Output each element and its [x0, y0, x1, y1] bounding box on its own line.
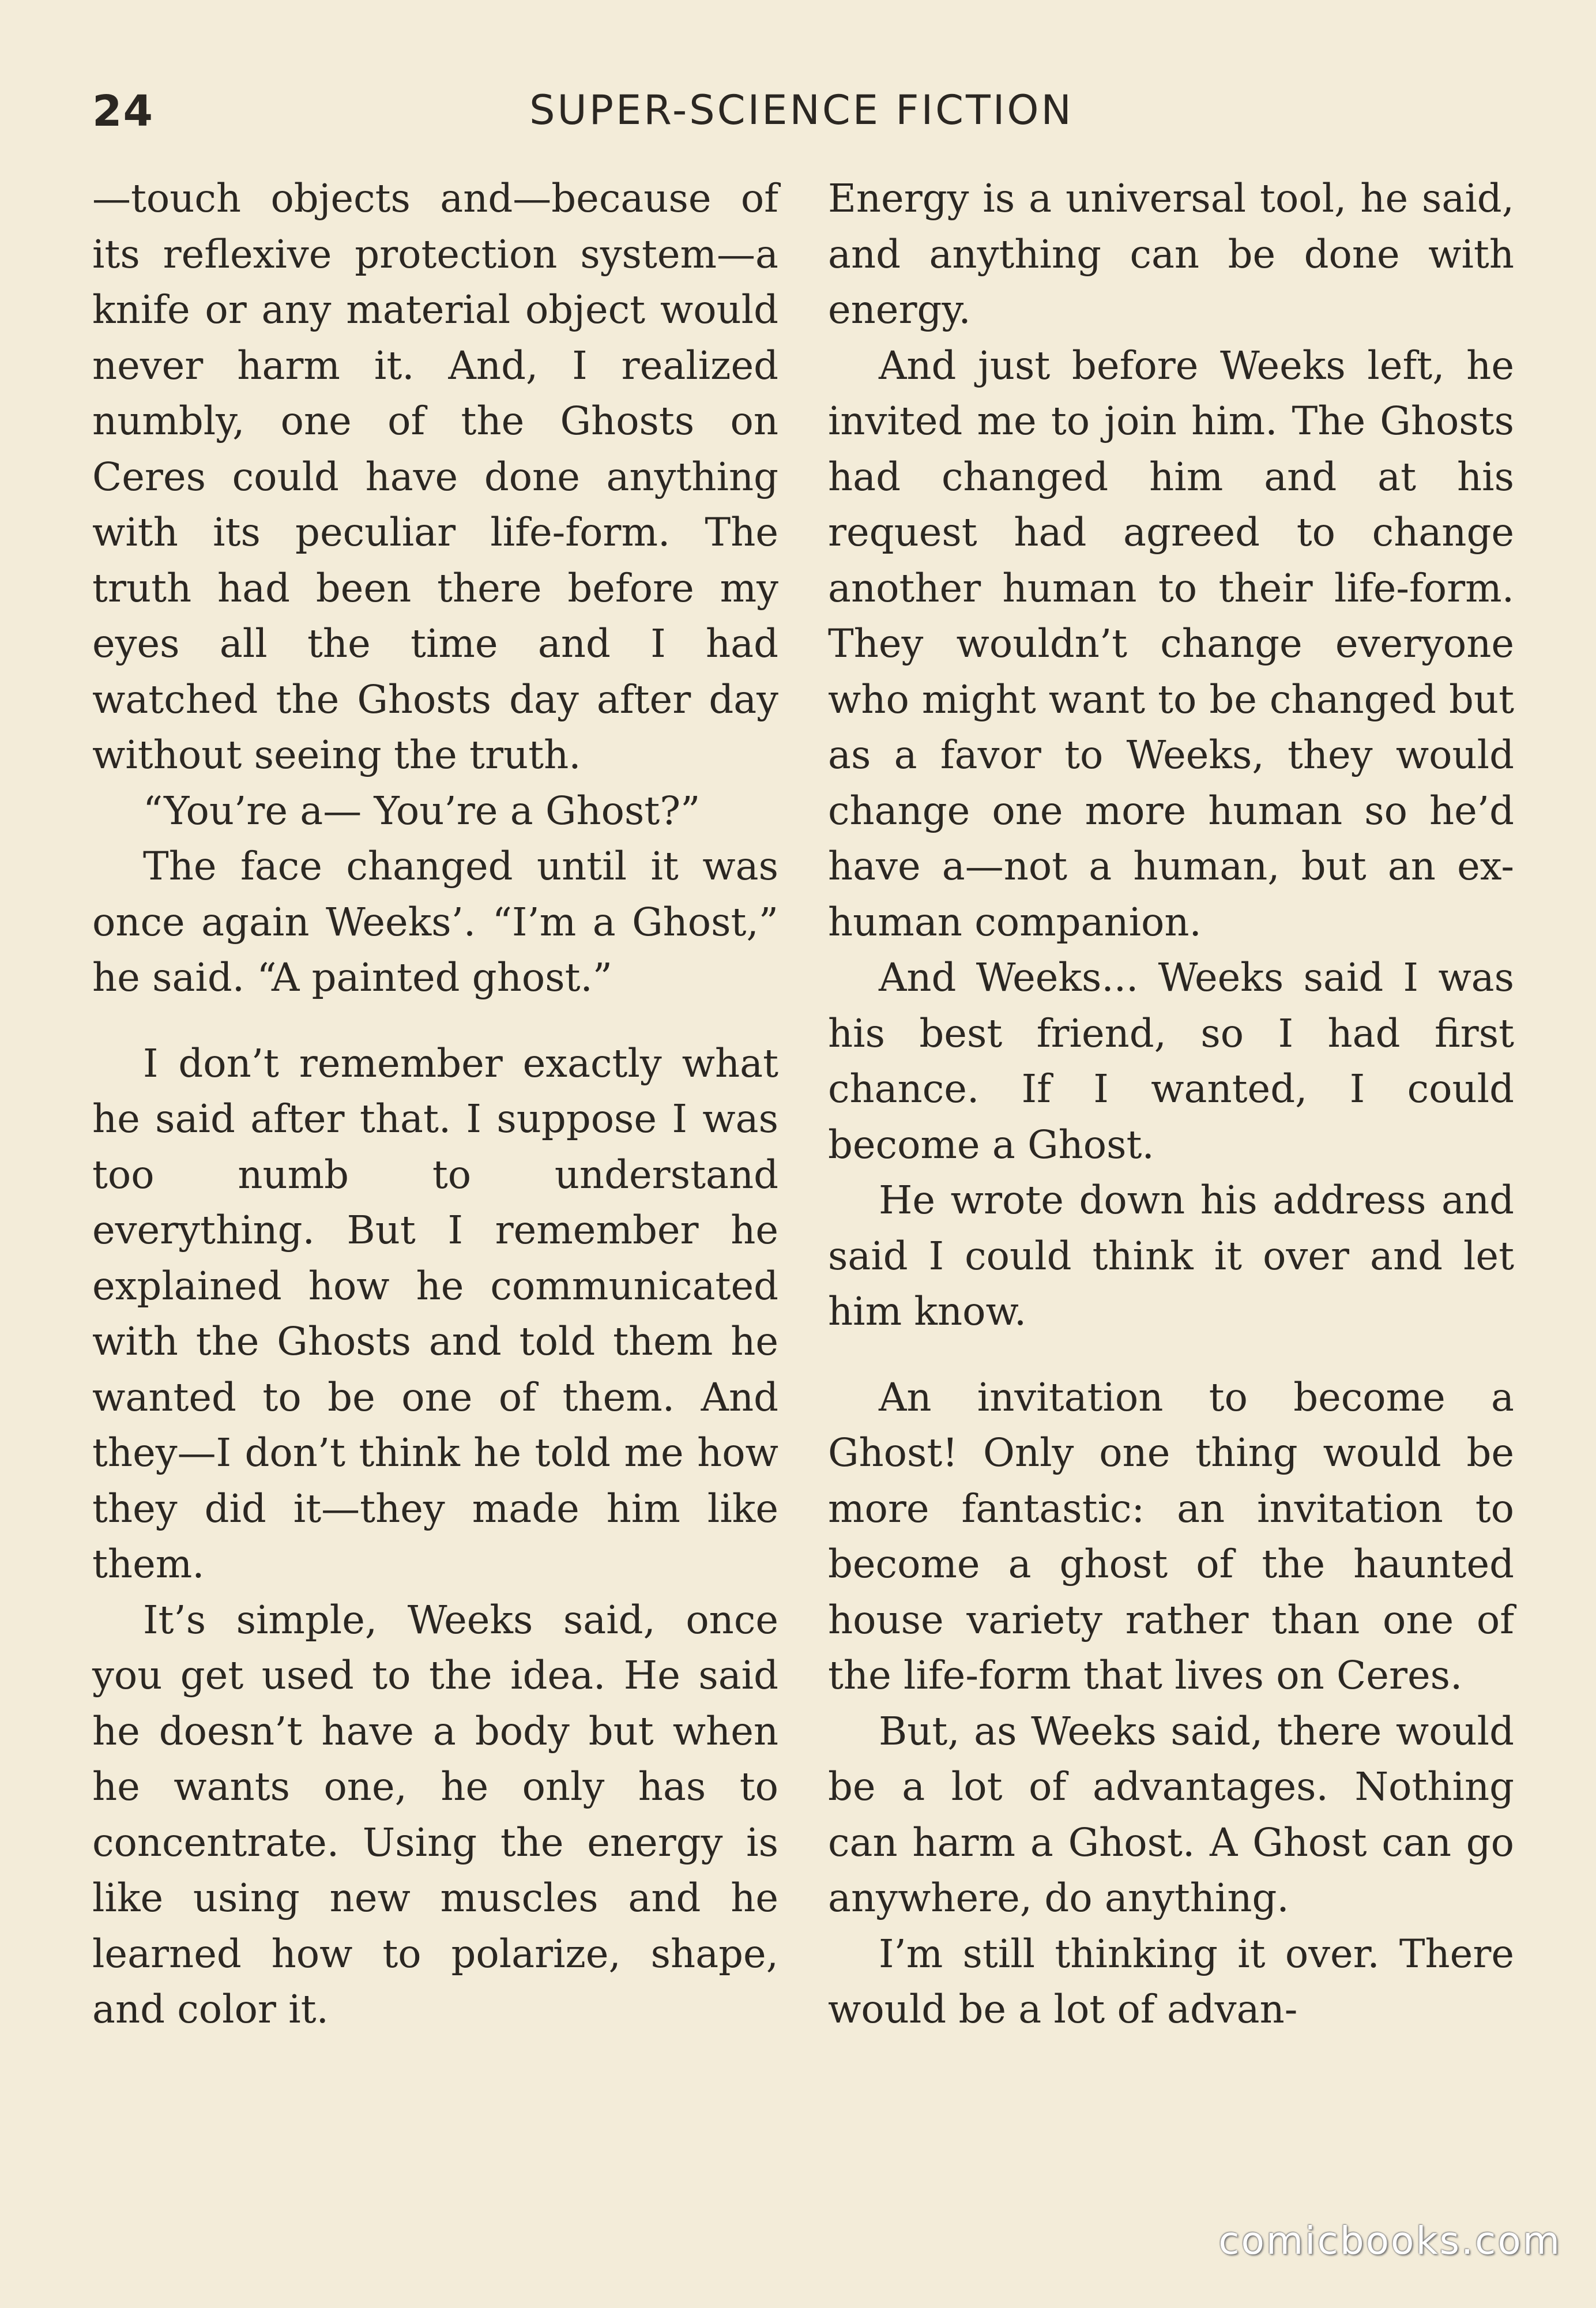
right-paragraph-2: And just before Weeks left, he invited me to join him. The Ghosts had changed him and at his request had agreed to change another human to their life-form. They wouldn’t change everyone who might want to be changed but as a favor to Weeks, they would change one more human so he’d have a—not a human, but an ex-human companion.	[828, 343, 1514, 945]
right-column	[828, 171, 1514, 2038]
right-paragraph-7: I’m still thinking it over. There would be a lot of advan-	[828, 1931, 1514, 2032]
right-paragraph-5: An invitation to become a Ghost! Only one thing would be more fantastic: an invitation to become a ghost of the haunted house variety rather than one of the life-form that lives on Ceres.	[828, 1374, 1514, 1698]
left-paragraph-1: —touch objects and—because of its reflexive protection system—a knife or any material object would never harm it. And, I realized numbly, one of the Ghosts on Ceres could have done anything with its peculiar life-form. The truth had been there before my eyes all the time and I had watched the Ghosts day after day without seeing the truth.	[92, 176, 778, 777]
page-header	[0, 87, 1596, 150]
right-paragraph-4: He wrote down his address and said I could think it over and let him know.	[828, 1178, 1514, 1334]
left-paragraph-2: “You’re a— You’re a Ghost?”	[143, 788, 701, 833]
left-paragraph-3: The face changed until it was once again Weeks’. “I’m a Ghost,” he said. “A painted ghost.”	[92, 844, 778, 1000]
left-column	[92, 171, 778, 2038]
right-paragraph-3: And Weeks... Weeks said I was his best friend, so I had first chance. If I wanted, I could become a Ghost.	[828, 955, 1514, 1167]
page-number: 24	[92, 87, 154, 136]
running-title: SUPER-SCIENCE FICTION	[529, 87, 1074, 134]
left-paragraph-5: It’s simple, Weeks said, once you get used to the idea. He said he doesn’t have a body but when he wants one, he only has to concentrate. Using the energy is like using new muscles and he learned how to polarize, shape, and color it.	[92, 1597, 778, 2032]
left-paragraph-4: I don’t remember exactly what he said after that. I suppose I was too numb to understand everything. But I remember he explained how he communicated with the Ghosts and told them he wanted to be one of them. And they—I don’t think he told me how they did it—they made him like them.	[92, 1040, 778, 1587]
source-watermark: comicbooks.com	[1218, 2219, 1561, 2263]
right-paragraph-6: But, as Weeks said, there would be a lot of advantages. Nothing can harm a Ghost. A Ghost can go anywhere, do anything.	[828, 1708, 1514, 1920]
right-paragraph-1: Energy is a universal tool, he said, and anything can be done with energy.	[828, 176, 1514, 332]
